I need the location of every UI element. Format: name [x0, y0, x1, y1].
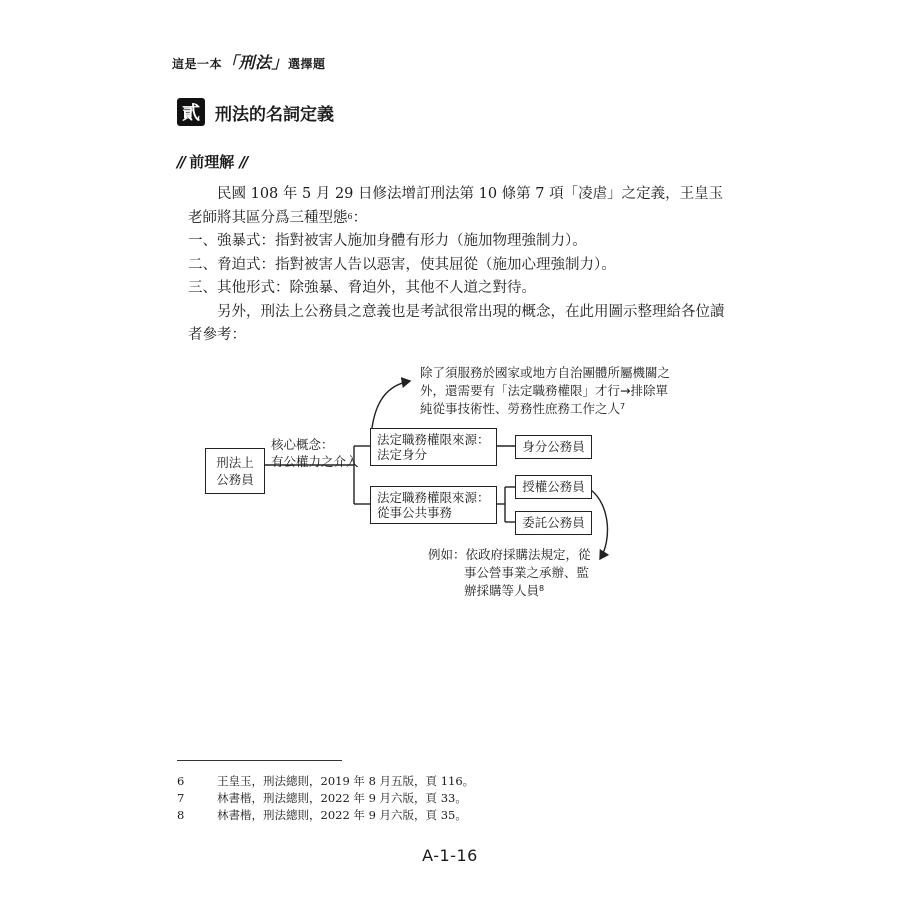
footnote-text: 王皇玉，刑法總則，2019 年 8 月五版，頁 116。 — [217, 774, 475, 788]
branch2-line-2: 從事公共事務 — [377, 505, 453, 520]
core-concept-line-2: 有公權力之介入 — [271, 454, 359, 469]
root-line-2: 公務員 — [216, 472, 254, 487]
running-head-emphasis: 「刑法」 — [222, 53, 289, 72]
footnotes — [177, 773, 474, 824]
footnote-text: 林書楷，刑法總則，2022 年 9 月六版，頁 33。 — [217, 791, 467, 805]
paragraph-1-end: ： — [352, 209, 368, 226]
running-head-post: 選擇題 — [288, 57, 326, 71]
branch1-line-1: 法定職務權限來源： — [377, 432, 490, 447]
branch2-line-1: 法定職務權限來源： — [377, 490, 490, 505]
core-concept-line-1: 核心概念： — [271, 437, 334, 452]
footnote-ref-8[interactable]: 8 — [539, 584, 545, 593]
subheading-text: 前理解 — [183, 153, 240, 171]
curved-arrow-top — [372, 381, 410, 428]
note-top — [420, 364, 670, 418]
root-box — [205, 448, 265, 494]
running-head-pre: 這是一本 — [172, 57, 223, 71]
note-bottom-line-1: 例如：依政府採購法規定，從 — [428, 547, 591, 562]
branch-statutory-identity — [370, 428, 497, 466]
subheading-left-mark: // — [177, 153, 184, 171]
subheading-right-mark: // — [239, 153, 247, 171]
footnote-ref-6[interactable]: 6 — [347, 211, 353, 221]
branch-public-affairs — [370, 486, 497, 524]
page-number: A-1-16 — [422, 846, 478, 865]
footnote — [177, 790, 474, 807]
section-title: 刑法的名詞定義 — [215, 104, 334, 125]
leaf-authorized-official: 授權公務員 — [515, 475, 592, 499]
footnote-text: 林書楷，刑法總則，2022 年 9 月六版，頁 35。 — [217, 808, 467, 822]
curved-arrow-bottom — [591, 490, 607, 559]
list-item: 一、強暴式：指對被害人施加身體有形力（施加物理強制力）。 — [188, 233, 587, 249]
leaf-identity-official: 身分公務員 — [515, 435, 592, 459]
note-top-line-3: 純從事技術性、勞務性庶務工作之人$^7$ — [420, 401, 626, 416]
note-top-line-2: 外，還需要有「法定職務權限」才行→排除單 — [420, 383, 668, 398]
footnote-divider — [177, 760, 342, 761]
leaf-entrusted-official: 委託公務員 — [515, 511, 592, 535]
footnote-ref-7[interactable]: 7 — [620, 402, 626, 411]
note-bottom-line-2: 事公營事業之承辦、監 — [464, 565, 590, 580]
paragraph-1-text: 民國 108 年 5 月 29 日修法增訂刑法第 10 條第 7 項「凌虐」之定義，王皇玉老師將其區分爲三種型態 — [188, 186, 724, 226]
footnote — [177, 773, 474, 790]
footnote-number: 8 — [177, 808, 185, 822]
note-bottom — [428, 546, 591, 600]
footnote-number: 7 — [177, 791, 185, 805]
core-concept-label — [271, 436, 359, 470]
note-top-line-1: 除了須服務於國家或地方自治團體所屬機關之 — [420, 365, 671, 380]
root-line-1: 刑法上 — [216, 455, 254, 470]
section-number-badge: 貳 — [177, 98, 205, 126]
paragraph-2: 另外，刑法上公務員之意義也是考試很常出現的概念，在此用圖示整理給各位讀者參考： — [188, 303, 725, 343]
footnote — [177, 807, 474, 824]
note-bottom-line-3: 辦採購等人員$^8$ — [464, 583, 545, 598]
list-item: 二、脅迫式：指對被害人告以惡害，使其屈從（施加心理強制力）。 — [188, 256, 616, 273]
branch1-line-2: 法定身分 — [377, 447, 428, 462]
footnote-number: 6 — [177, 774, 185, 788]
list-item: 三、其他形式：除強暴、脅迫外，其他不人道之對待。 — [188, 280, 536, 296]
